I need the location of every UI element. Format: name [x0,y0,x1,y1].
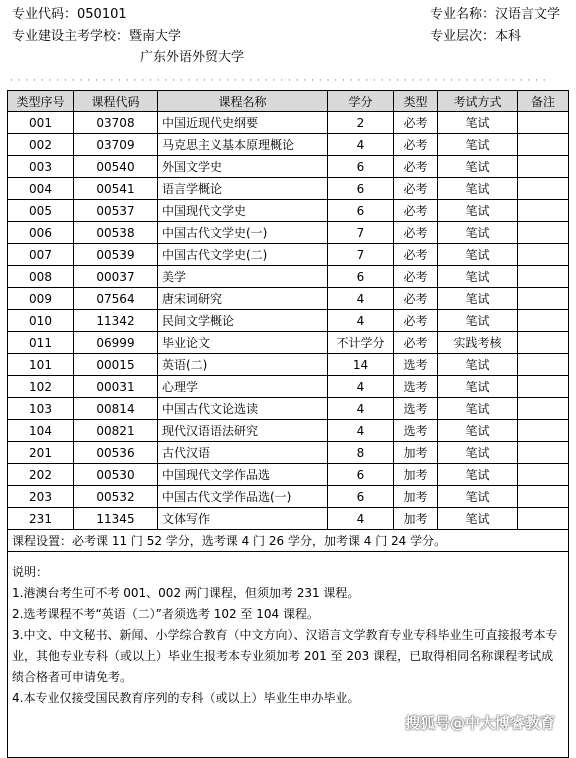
table-cell: 必考 [394,178,438,200]
table-cell: 00814 [74,398,158,420]
table-cell: 7 [328,244,394,266]
table-cell: 笔试 [438,310,518,332]
table-cell: 11342 [74,310,158,332]
note-item: 1.港澳台考生可不考 001、002 两门课程，但须加考 231 课程。 [12,586,360,600]
table-cell: 011 [8,332,74,354]
table-cell: 00540 [74,156,158,178]
table-cell: 语言学概论 [158,178,328,200]
table-cell: 203 [8,486,74,508]
table-cell: 加考 [394,464,438,486]
table-cell: 马克思主义基本原理概论 [158,134,328,156]
table-row [8,288,569,310]
table-cell [518,420,569,442]
table-row [8,156,569,178]
table-row [8,420,569,442]
table-cell: 笔试 [438,244,518,266]
table-cell: 00015 [74,354,158,376]
table-cell: 6 [328,200,394,222]
note-item: 2.选考课程不考“英语（二）”者须选考 102 至 104 课程。 [12,607,319,621]
table-cell: 中国近现代史纲要 [158,112,328,134]
table-cell: 唐宋词研究 [158,288,328,310]
table-cell: 103 [8,398,74,420]
table-cell [518,310,569,332]
table-cell [518,508,569,530]
table-cell [518,134,569,156]
table-cell: 03708 [74,112,158,134]
school-label: 专业建设主考学校：暨南大学 [12,29,182,44]
table-cell [518,354,569,376]
table-cell: 笔试 [438,464,518,486]
school-name-2: 广东外语外贸大学 [140,50,245,65]
table-cell: 003 [8,156,74,178]
course-table [7,90,569,758]
table-cell: 6 [328,156,394,178]
note-item: 3.中文、中文秘书、新闻、小学综合教育（中文方向）、汉语言文学教育专业专科毕业生可直接报考本专业，其他专业专科（或以上）毕业生报考本专业须加考 201 至 203 课程，已取得相同名称课程考试成绩合格者可申请免考。 [12,628,558,684]
table-cell: 4 [328,398,394,420]
table-cell: 中国现代文学史 [158,200,328,222]
table-row [8,134,569,156]
table-cell: 006 [8,222,74,244]
table-row [8,178,569,200]
table-cell [518,376,569,398]
table-row [8,222,569,244]
table-cell [518,332,569,354]
table-cell [518,244,569,266]
table-cell: 005 [8,200,74,222]
table-cell: 民间文学概论 [158,310,328,332]
table-cell: 毕业论文 [158,332,328,354]
table-cell: 中国古代文学史(一) [158,222,328,244]
table-cell: 6 [328,464,394,486]
table-cell: 加考 [394,442,438,464]
course-summary: 课程设置：必考课 11 门 52 学分，选考课 4 门 26 学分，加考课 4 门 24 学分。 [8,530,569,552]
major-code: 专业代码：050101 [12,7,127,22]
table-row [8,244,569,266]
table-cell [518,156,569,178]
table-header-row [8,91,569,112]
table-cell [518,200,569,222]
table-row [8,442,569,464]
note-item: 4.本专业仅接受国民教育序列的专科（或以上）毕业生申办毕业。 [12,691,360,705]
table-cell: 00031 [74,376,158,398]
table-cell: 008 [8,266,74,288]
table-cell: 202 [8,464,74,486]
table-cell: 笔试 [438,156,518,178]
table-cell: 笔试 [438,266,518,288]
table-cell: 笔试 [438,398,518,420]
table-cell [518,442,569,464]
table-cell: 笔试 [438,420,518,442]
table-cell: 03709 [74,134,158,156]
table-cell: 实践考核 [438,332,518,354]
table-cell: 文体写作 [158,508,328,530]
table-cell: 00532 [74,486,158,508]
table-cell: 104 [8,420,74,442]
table-cell: 笔试 [438,112,518,134]
table-cell: 6 [328,266,394,288]
table-cell [518,178,569,200]
table-cell: 必考 [394,222,438,244]
table-cell: 加考 [394,508,438,530]
table-row [8,332,569,354]
table-cell: 102 [8,376,74,398]
table-cell: 美学 [158,266,328,288]
table-cell: 笔试 [438,288,518,310]
table-cell: 英语(二) [158,354,328,376]
summary-row [8,530,569,552]
table-cell: 笔试 [438,134,518,156]
table-cell: 笔试 [438,486,518,508]
table-cell: 11345 [74,508,158,530]
table-cell: 必考 [394,310,438,332]
table-cell: 00538 [74,222,158,244]
table-row [8,266,569,288]
table-cell: 选考 [394,398,438,420]
table-row [8,508,569,530]
table-cell: 6 [328,178,394,200]
table-row [8,464,569,486]
table-cell: 009 [8,288,74,310]
column-header: 备注 [518,91,569,112]
table-row [8,398,569,420]
table-cell: 4 [328,310,394,332]
table-cell: 中国古代文学作品选(一) [158,486,328,508]
table-cell: 心理学 [158,376,328,398]
table-cell: 笔试 [438,222,518,244]
table-cell: 选考 [394,376,438,398]
table-row [8,200,569,222]
table-cell [518,222,569,244]
table-cell: 必考 [394,156,438,178]
column-header: 课程名称 [158,91,328,112]
notes-title: 说明： [12,565,49,579]
table-cell: 笔试 [438,200,518,222]
column-header: 考试方式 [438,91,518,112]
table-cell [518,288,569,310]
table-cell: 14 [328,354,394,376]
column-header: 学分 [328,91,394,112]
table-row [8,112,569,134]
table-cell: 必考 [394,288,438,310]
table-cell: 必考 [394,244,438,266]
table-cell: 4 [328,420,394,442]
table-cell: 中国古代文论选读 [158,398,328,420]
table-cell: 007 [8,244,74,266]
table-cell [518,398,569,420]
table-row [8,354,569,376]
column-header: 类型序号 [8,91,74,112]
table-cell: 00537 [74,200,158,222]
table-cell: 现代汉语语法研究 [158,420,328,442]
table-cell: 选考 [394,420,438,442]
table-cell [518,266,569,288]
table-cell: 002 [8,134,74,156]
table-cell [518,464,569,486]
table-row [8,310,569,332]
major-level: 专业层次：本科 [430,29,522,44]
table-row [8,376,569,398]
table-cell: 加考 [394,486,438,508]
table-cell: 必考 [394,200,438,222]
table-cell: 必考 [394,112,438,134]
table-cell: 笔试 [438,442,518,464]
table-cell: 201 [8,442,74,464]
table-cell [518,112,569,134]
table-cell: 必考 [394,332,438,354]
table-cell: 笔试 [438,178,518,200]
table-cell: 101 [8,354,74,376]
table-cell: 不计学分 [328,332,394,354]
table-cell: 4 [328,508,394,530]
table-cell: 必考 [394,266,438,288]
table-cell: 中国现代文学作品选 [158,464,328,486]
table-cell: 00539 [74,244,158,266]
table-cell: 笔试 [438,508,518,530]
table-cell: 笔试 [438,354,518,376]
table-cell: 06999 [74,332,158,354]
table-cell: 必考 [394,134,438,156]
table-cell: 00821 [74,420,158,442]
table-cell: 07564 [74,288,158,310]
major-name: 专业名称：汉语言文学 [430,7,561,22]
table-cell: 00037 [74,266,158,288]
table-cell: 7 [328,222,394,244]
table-cell: 4 [328,376,394,398]
table-cell: 笔试 [438,376,518,398]
table-cell: 6 [328,486,394,508]
table-cell: 010 [8,310,74,332]
table-cell [518,486,569,508]
table-cell: 00541 [74,178,158,200]
table-cell: 00530 [74,464,158,486]
table-cell: 8 [328,442,394,464]
column-header: 课程代码 [74,91,158,112]
table-cell: 中国古代文学史(二) [158,244,328,266]
table-cell: 00536 [74,442,158,464]
table-cell: 001 [8,112,74,134]
table-cell: 231 [8,508,74,530]
table-cell: 4 [328,134,394,156]
dotted-divider: · · · · · · · · · · · · · · · · · · · · · · · · · · · · · · · · · · · · · · · · · · · · · · · · · · · · · · · · · · · · · · · · · · · · · · [10,76,547,86]
table-row [8,486,569,508]
watermark-text: 搜狐号@中大博睿教育 [405,714,556,732]
table-cell: 4 [328,288,394,310]
table-cell: 外国文学史 [158,156,328,178]
table-cell: 2 [328,112,394,134]
table-cell: 选考 [394,354,438,376]
table-cell: 古代汉语 [158,442,328,464]
table-cell: 004 [8,178,74,200]
column-header: 类型 [394,91,438,112]
